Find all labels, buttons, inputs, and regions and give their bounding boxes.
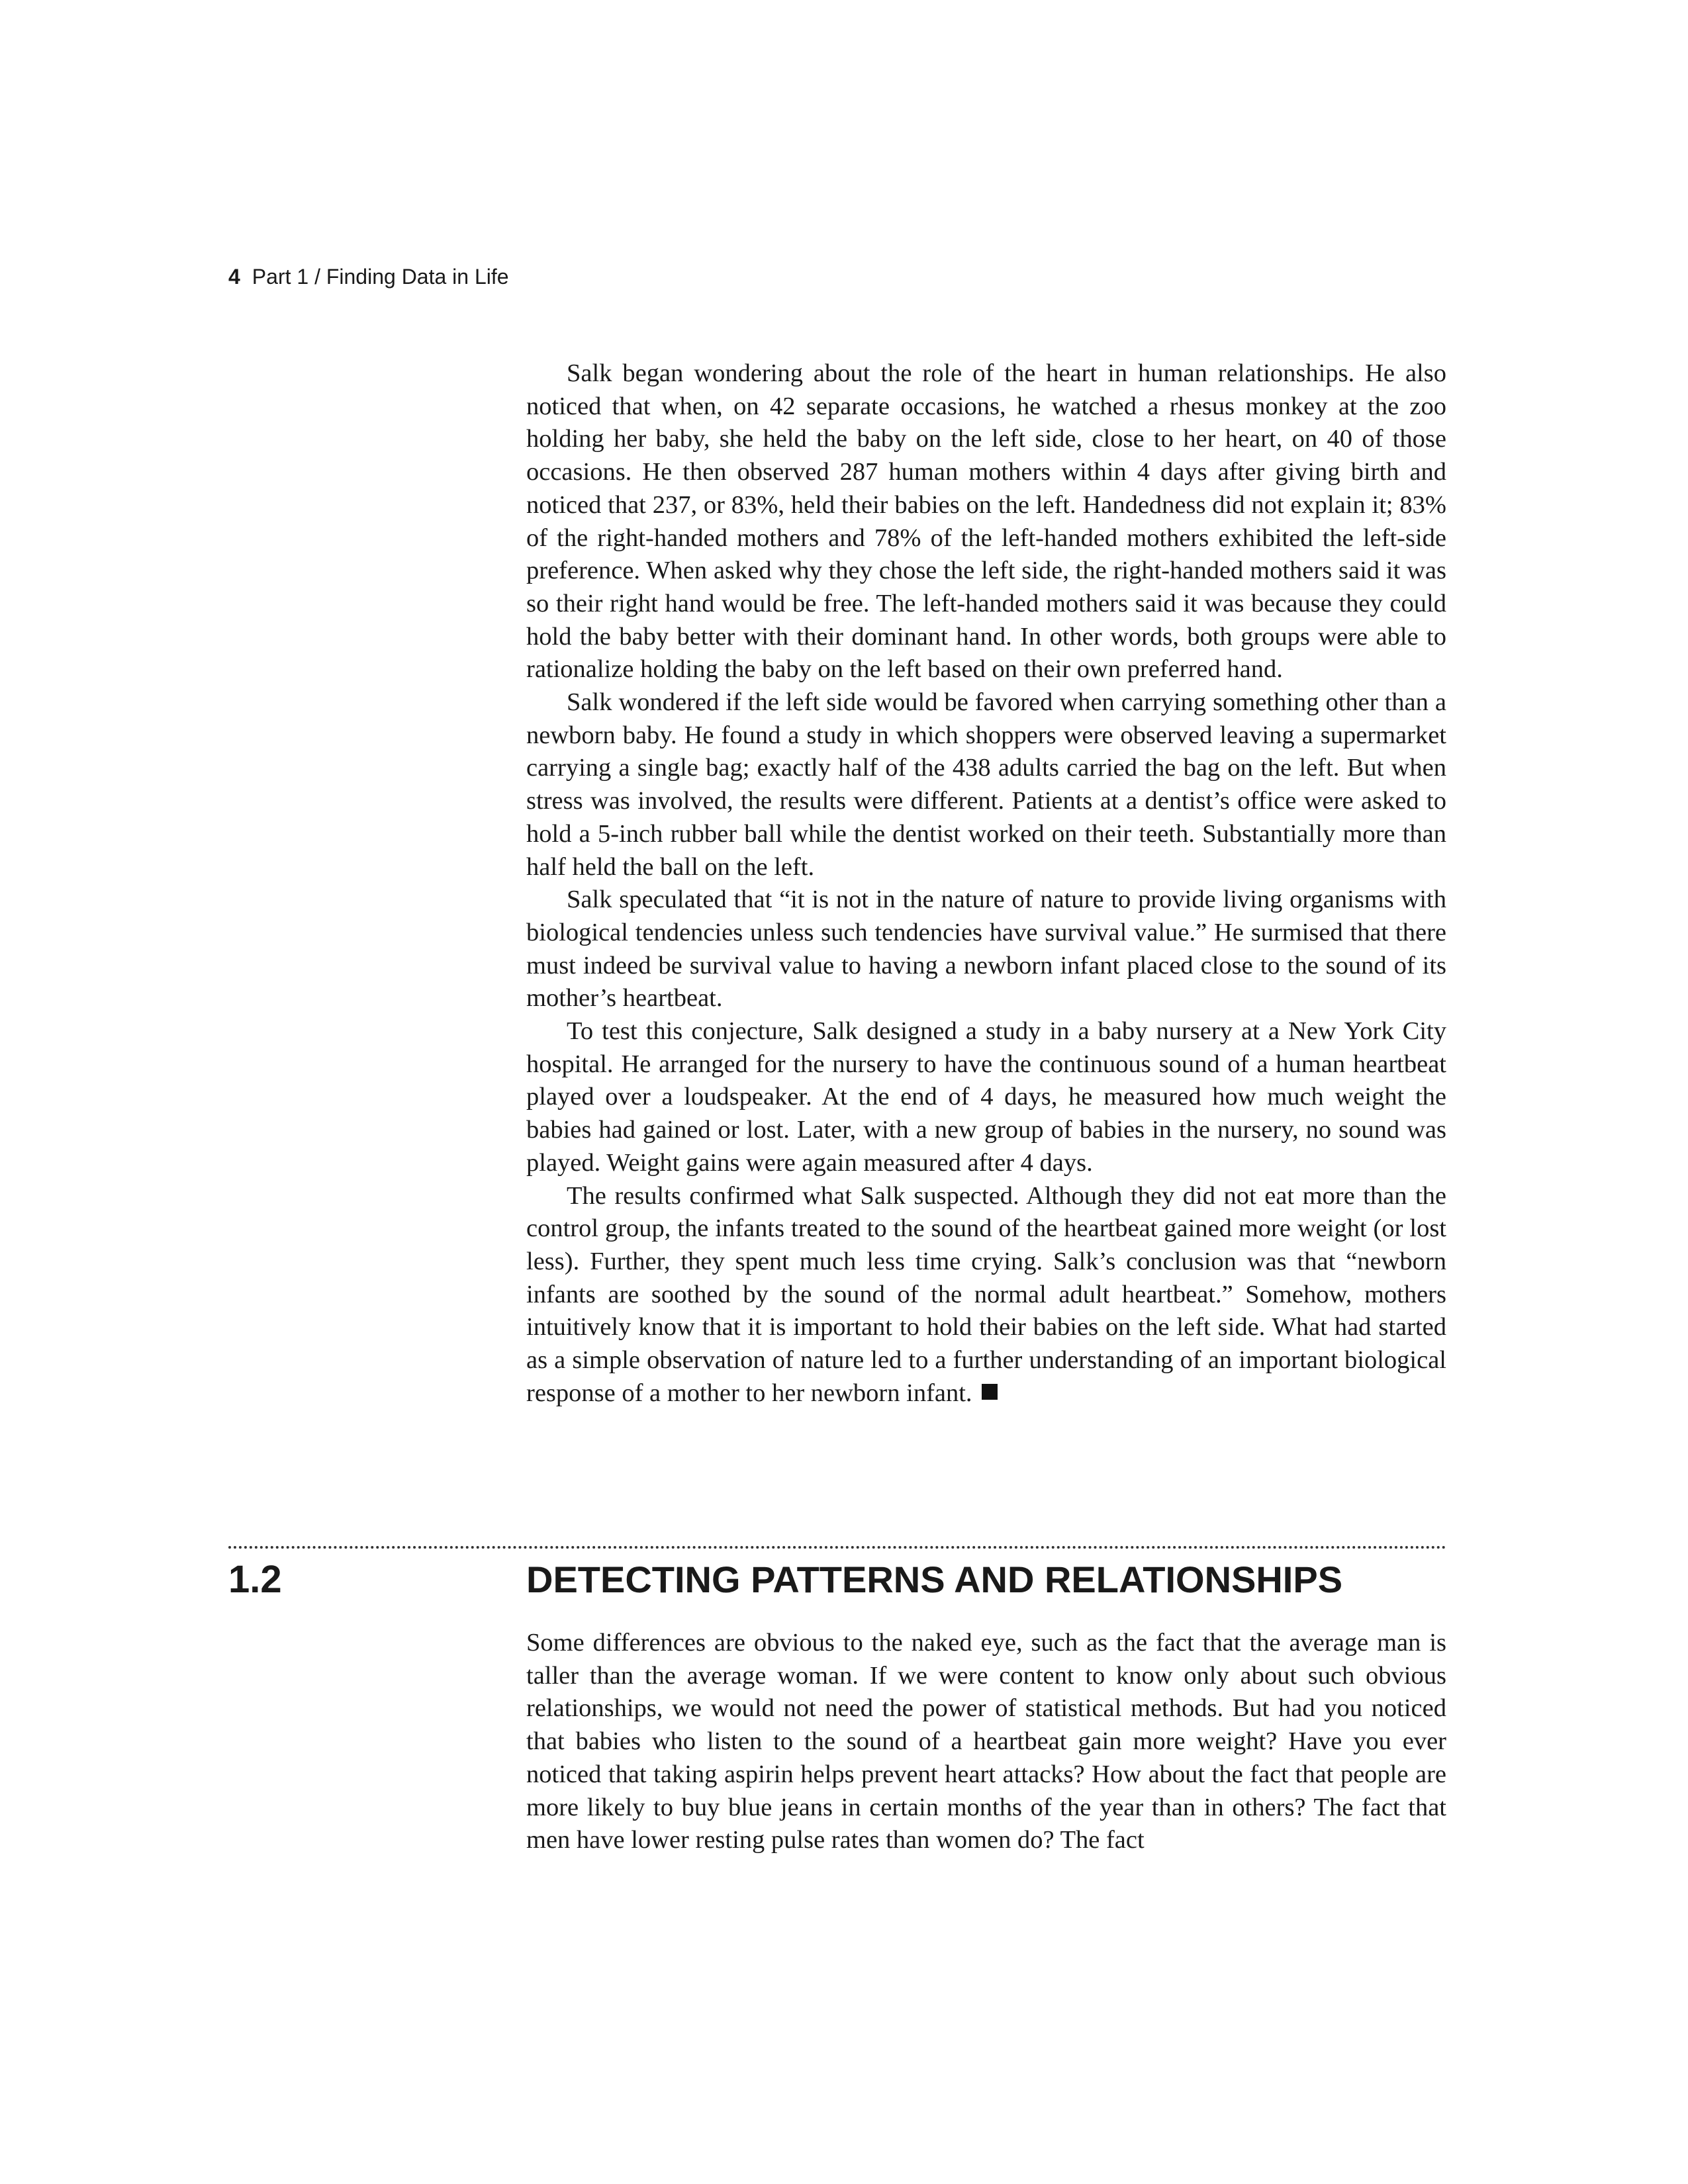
paragraph: To test this conjecture, Salk designed a study in a baby nursery at a New York City hospital. He arranged for the nursery to have the continuous sound of a human heartbeat played over a loudspeaker. At the end of 4 days, he measured how much weight the babies had gained or lost. Later, with a new group of babies in the nursery, no sound was played. Weight gains were again measured after 4 days. bbox=[526, 1017, 1446, 1177]
section-body-text bbox=[526, 1627, 1446, 1857]
paragraph-final bbox=[526, 1180, 1446, 1410]
section-number: 1.2 bbox=[228, 1558, 282, 1601]
section-title: DETECTING PATTERNS AND RELATIONSHIPS bbox=[526, 1559, 1343, 1600]
paragraph: Salk began wondering about the role of the heart in human relationships. He also noticed that when, on 42 separate occasions, he watched a rhesus monkey at the zoo holding her baby, she held the baby on the left side, close to her heart, on 40 of those occasions. He then observed 287 human mothers within 4 days after giving birth and noticed that 237, or 83%, held their babies on the left. Handedness did not explain it; 83% of the right-handed mothers and 78% of the left-handed mothers exhibited the left-side preference. When asked why they chose the left side, the right-handed mothers said it was so their right hand would be free. The left-handed mothers said it was because they could hold the baby better with their dominant hand. In other words, both groups were able to rationalize holding the baby on the left based on their own preferred hand. bbox=[526, 359, 1446, 684]
page-number: 4 bbox=[228, 265, 240, 289]
paragraph: Some differences are obvious to the naked eye, such as the fact that the average man is taller than the average woman. If we were content to know only about such obvious relationships, we would not need the power of statistical methods. But had you noticed that babies who listen to the sound of a heartbeat gain more weight? Have you ever noticed that taking aspirin helps prevent heart attacks? How about the fact that people are more likely to buy blue jeans in certain months of the year than in others? The fact that men have lower resting pulse rates than women do? The fact bbox=[526, 1629, 1446, 1854]
running-head-title: Part 1 / Finding Data in Life bbox=[252, 265, 509, 289]
salk-story-text bbox=[526, 357, 1446, 1410]
paragraph: Salk wondered if the left side would be favored when carrying something other than a newborn baby. He found a study in which shoppers were observed leaving a supermarket carrying a single bag; exactly half of the 438 adults carried the bag on the left. But when stress was involved, the results were different. Patients at a dentist’s office were asked to hold a 5-inch rubber ball while the dentist worked on their teeth. Substantially more than half held the ball on the left. bbox=[526, 688, 1446, 881]
end-of-example-square-icon bbox=[982, 1384, 998, 1400]
running-head bbox=[228, 263, 509, 290]
paragraph: Salk speculated that “it is not in the nature of nature to provide living organisms with biological tendencies unless such tendencies have survival value.” He surmised that there must indeed be survival value to having a newborn infant placed close to the sound of its mother’s heartbeat. bbox=[526, 886, 1446, 1013]
paragraph-text: The results confirmed what Salk suspected. Although they did not eat more than the control group, the infants treated to the sound of the heartbeat gained more weight (or lost less). Further, they spent much less time crying. Salk’s conclusion was that “newborn infants are soothed by the sound of the normal adult heartbeat.” Somehow, mothers intuitively know that it is important to hold their babies on the left side. What had started as a simple observation of nature led to a further understanding of an important biological response of a mother to her newborn infant. bbox=[526, 1181, 1446, 1407]
section-divider bbox=[228, 1546, 1446, 1549]
